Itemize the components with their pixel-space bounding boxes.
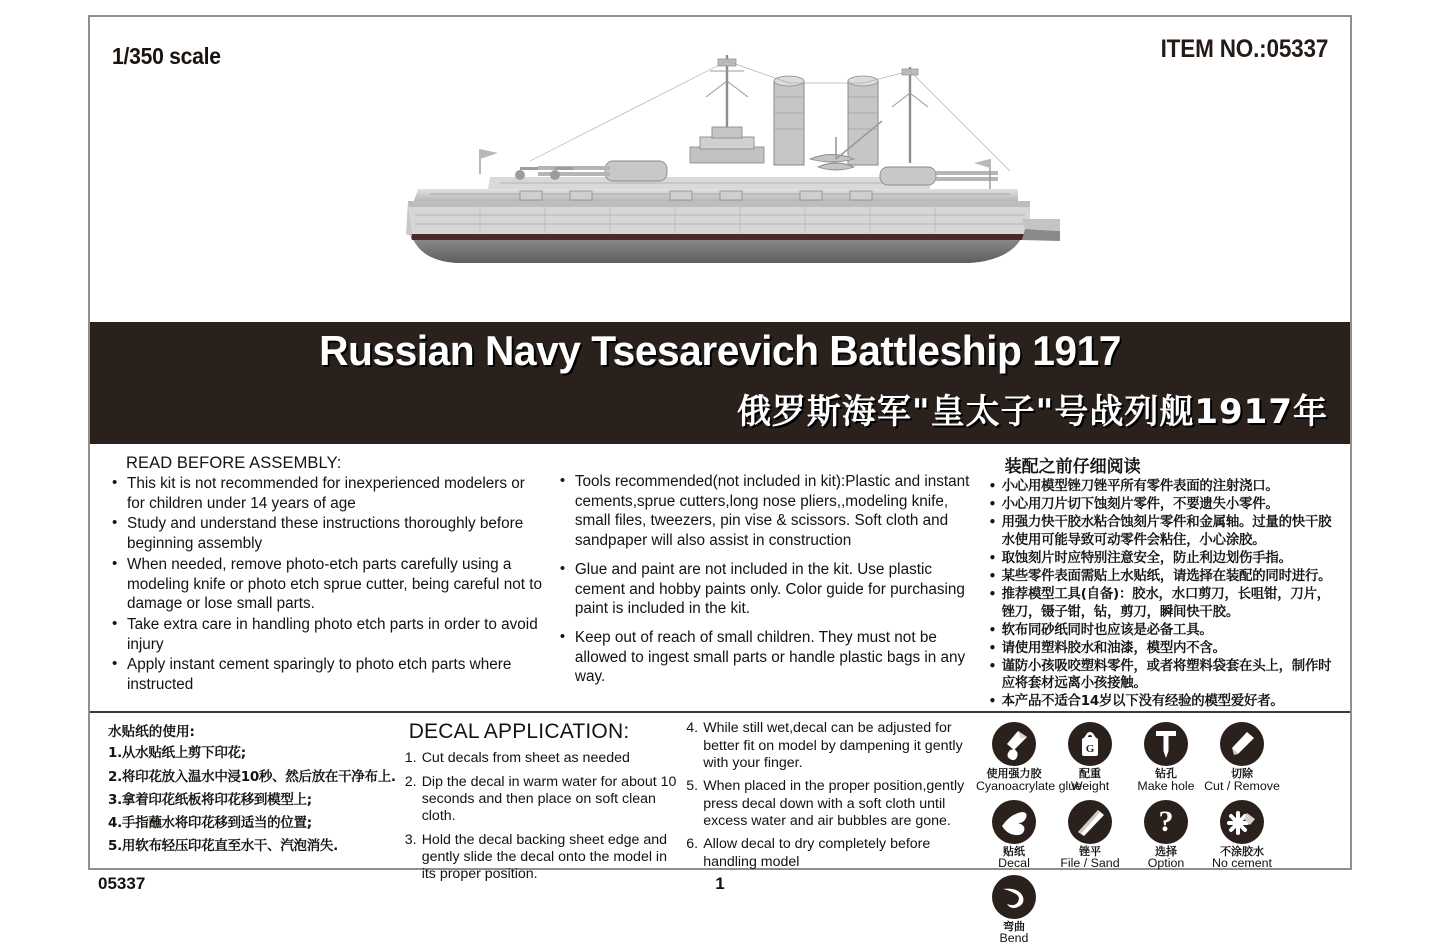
list-item: • 本产品不适合14岁以下没有经验的模型爱好者。 (989, 693, 1340, 711)
legend-decal (976, 800, 1052, 871)
icon-legend-row-1 (976, 720, 1350, 797)
step-number: 5. (686, 778, 699, 795)
step-text: Allow decal to dry completely before handling model (703, 836, 931, 870)
footer-item-number: 05337 (98, 874, 146, 893)
list-item: • 请使用塑料胶水和油漆，模型内不含。 (989, 640, 1340, 658)
legend-label-en: Cyanoacrylate glue (975, 778, 1083, 793)
title-chinese: 俄罗斯海军"皇太子"号战列舰1917年 (736, 392, 1328, 432)
decal-application-column-left (399, 720, 683, 950)
read-before-assembly-heading: READ BEFORE ASSEMBLY: (126, 454, 342, 472)
list-item (686, 778, 972, 830)
list-item: • 谨防小孩吸咬塑料零件，或者将塑料袋套在头上，制作时应将套材远离小孩接触。 (989, 658, 1340, 694)
legend-label-en: Decal (998, 856, 1030, 871)
tools-notes-column (550, 450, 985, 711)
legend-label-cn: 不涂胶水 (1219, 844, 1264, 858)
legend-label-en: No cement (1212, 856, 1272, 871)
decal-chinese-heading: 水贴纸的使用: (108, 724, 195, 741)
step-text: When placed in the proper position,gently press decal down with a soft cloth until excess water and air bubbles are gone. (703, 778, 965, 829)
list-item: • 用强力快干胶水粘合蚀刻片零件和金属轴。过量的快干胶水使用可能导致可动零件会粘住，小心涂胶。 (989, 514, 1340, 550)
legend-label-cn: 选择 (1154, 844, 1177, 858)
read-before-assembly-list (112, 474, 544, 695)
read-before-assembly-column (90, 450, 550, 711)
svg-text:G: G (1085, 743, 1095, 756)
list-item: • Study and understand these instructions thoroughly before beginning assembly (112, 514, 544, 553)
decal-chinese-steps (108, 745, 399, 854)
cut-remove-icon (1220, 722, 1264, 766)
step-text: Hold the decal backing sheet edge and gently slide the decal onto the model in its proper position. (421, 831, 667, 883)
icon-legend-section (972, 720, 1350, 950)
weight-icon (1068, 722, 1112, 766)
list-item: 4.手指蘸水将印花移到适当的位置; (108, 814, 312, 831)
step-text: Dip the decal in warm water for about 10 seconds and then place on soft clean cloth. (421, 773, 677, 825)
legend-label-en: Cut / Remove (1204, 778, 1280, 793)
step-number: 3. (404, 831, 417, 848)
step-number: 1. (404, 750, 417, 767)
list-item (686, 836, 972, 871)
legend-label-en: File / Sand (1060, 856, 1120, 871)
list-item: • 推荐模型工具(自备)：胶水，水口剪刀，长咀钳，刀片，锉刀，镊子钳，钻，剪刀，瞬间快干胶。 (989, 586, 1340, 622)
list-item: • Tools recommended(not included in kit):Plastic and instant cements,sprue cutters,long nose pliers,,modeling knife, small files, tweezers, pin vise & scissors. Soft cloth and sandpaper will also assist in construction (560, 472, 977, 551)
legend-label-cn: 切除 (1230, 767, 1253, 781)
list-item: • 小心用刀片切下蚀刻片零件，不要遗失小零件。 (989, 496, 1340, 514)
file-sand-icon (1068, 800, 1112, 844)
decal-section (90, 713, 1350, 950)
legend-label-en: Weight (1070, 778, 1110, 793)
decal-chinese-column (90, 720, 399, 950)
assembly-chinese-heading: 装配之前仔细阅读 (1004, 457, 1141, 477)
scale-label: 1/350 scale (112, 43, 221, 69)
legend-cyanoacrylate-glue (975, 722, 1083, 793)
list-item (405, 750, 683, 767)
legend-label-cn: 锉平 (1078, 844, 1101, 858)
item-number-label: ITEM NO.:05337 (1160, 35, 1328, 63)
legend-file-sand (1052, 800, 1128, 871)
legend-label-en: Make hole (1137, 778, 1195, 793)
title-english: Russian Navy Tsesarevich Battleship 1917 (319, 327, 1121, 374)
legend-label-cn: 贴纸 (1002, 844, 1025, 858)
header-section (90, 17, 1350, 322)
footer (88, 874, 1352, 898)
decal-application-heading: DECAL APPLICATION: (408, 720, 630, 744)
option-icon (1144, 800, 1188, 844)
list-item: • Glue and paint are not included in the kit. Use plastic cement and hobby paints only. Color guide for purchasing paint is included in the kit. (560, 560, 977, 619)
legend-label-cn: 弯曲 (1002, 919, 1025, 933)
list-item: • Take extra care in handling photo etch parts in order to avoid injury (112, 615, 544, 654)
drill-icon (1144, 722, 1188, 766)
title-banner (90, 322, 1350, 444)
list-item: • This kit is not recommended for inexperienced modelers or for children under 14 years of age (112, 474, 544, 513)
list-item: • 某些零件表面需贴上水贴纸，请选择在装配的同时进行。 (989, 568, 1340, 586)
list-item: • Keep out of reach of small children. They must not be allowed to ingest small parts or handle plastic bags in any way. (560, 628, 977, 687)
legend-weight (1052, 722, 1128, 793)
legend-label-en: Option (1147, 856, 1185, 871)
no-cement-icon (1220, 800, 1264, 844)
instructions-section (90, 444, 1350, 713)
instruction-sheet-page (88, 15, 1352, 946)
list-item: • 软布同砂纸同时也应该是必备工具。 (989, 622, 1340, 640)
assembly-chinese-list (989, 478, 1340, 711)
step-number: 2. (404, 773, 417, 790)
list-item: 1.从水贴纸上剪下印花; (108, 745, 246, 762)
list-item: • When needed, remove photo-etch parts carefully using a modeling knife or photo etch sprue cutter, being careful not to damage or lose small parts. (112, 555, 544, 614)
list-item: • 取蚀刻片时应特别注意安全，防止利边划伤手指。 (989, 550, 1340, 568)
list-item: 2.将印花放入温水中浸10秒、然后放在干净布上. (108, 768, 396, 785)
list-item (405, 774, 683, 826)
step-text: While still wet,decal can be adjusted for better fit on model by dampening it gently with your finger. (703, 720, 963, 772)
legend-cut-remove (1204, 722, 1280, 793)
step-number: 4. (686, 720, 699, 737)
decal-steps-left (405, 750, 683, 883)
step-number: 6. (686, 836, 699, 853)
legend-label-cn: 配重 (1078, 767, 1101, 781)
legend-make-hole (1128, 722, 1204, 793)
tools-notes-list (560, 472, 977, 687)
legend-label-cn: 使用强力胶 (986, 767, 1042, 781)
assembly-chinese-column (985, 450, 1350, 711)
footer-page-number: 1 (715, 874, 725, 893)
legend-label-cn: 钻孔 (1154, 767, 1177, 781)
question-mark-glyph: ? (1158, 804, 1174, 838)
list-item: 3.拿着印花纸板将印花移到模型上; (108, 791, 312, 808)
legend-option (1128, 800, 1204, 871)
step-text: Cut decals from sheet as needed (421, 750, 630, 767)
decal-steps-right (686, 720, 972, 871)
legend-no-cement (1204, 800, 1280, 871)
list-item: 5.用软布轻压印花直至水干、汽泡消失. (108, 838, 338, 855)
legend-label-en: Bend (999, 931, 1029, 946)
decal-application-column-right (682, 720, 972, 950)
list-item: • Apply instant cement sparingly to photo etch parts where instructed (112, 655, 544, 694)
glue-bottle-icon (992, 722, 1036, 766)
list-item: • 小心用模型锉刀锉平所有零件表面的注射浇口。 (989, 478, 1340, 496)
decal-icon (992, 800, 1036, 844)
list-item (686, 720, 972, 772)
ship-illustration (370, 41, 1070, 321)
